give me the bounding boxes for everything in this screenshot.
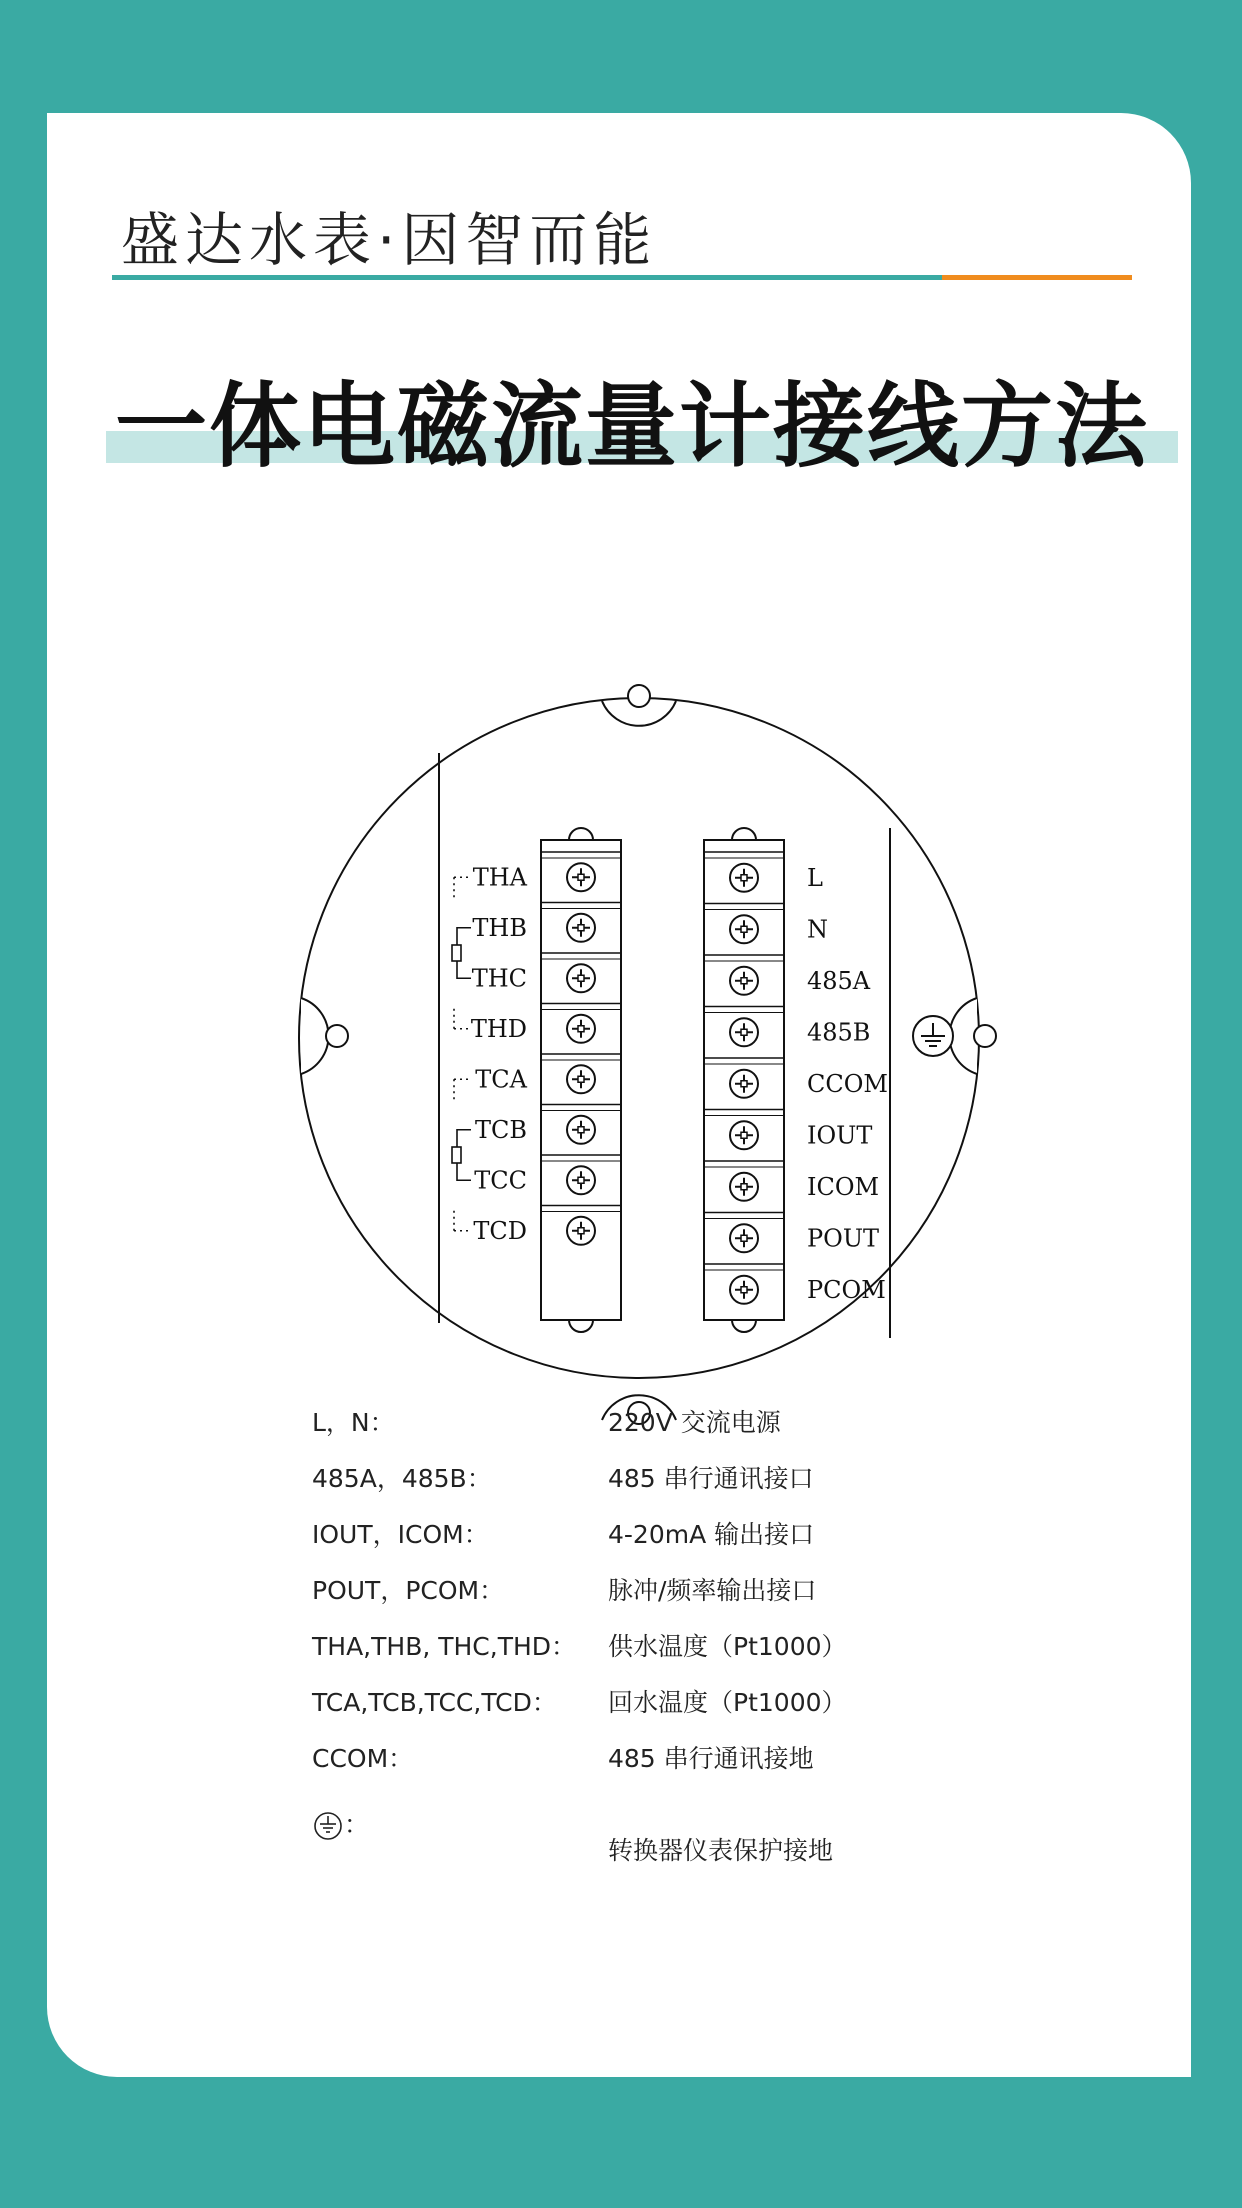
mount-hole-top bbox=[628, 685, 650, 707]
legend-desc-4: 供水温度（Pt1000） bbox=[608, 1632, 847, 1661]
terminal-label-pout: POUT bbox=[807, 1224, 880, 1253]
header-rule-teal bbox=[112, 275, 942, 280]
terminal-label-thd: THD bbox=[470, 1014, 527, 1043]
legend-key-4: THA,THB, THC,THD： bbox=[312, 1632, 577, 1661]
terminal-label-485a: 485A bbox=[807, 966, 871, 995]
mount-hole-right bbox=[974, 1025, 996, 1047]
wiring-diagram bbox=[259, 618, 1023, 1458]
terminal-screw-icon bbox=[730, 1224, 758, 1252]
mount-hole-left bbox=[326, 1025, 348, 1047]
legend-desc-5: 回水温度（Pt1000） bbox=[608, 1688, 847, 1717]
terminal-screw-icon bbox=[730, 1276, 758, 1304]
legend-desc-0: 220V 交流电源 bbox=[608, 1408, 781, 1437]
ground-symbol bbox=[913, 1016, 953, 1056]
terminal-screw-icon bbox=[730, 1018, 758, 1046]
terminal-screw-icon bbox=[567, 914, 595, 942]
terminal-screw-icon bbox=[567, 964, 595, 992]
brand-slogan: 盛达水表·因智而能 bbox=[121, 206, 658, 274]
ground-legend-colon: ： bbox=[344, 1810, 370, 1839]
legend-key-6: CCOM： bbox=[312, 1744, 414, 1773]
terminal-label-l: L bbox=[807, 863, 823, 892]
legend-desc-3: 脉冲/频率输出接口 bbox=[608, 1576, 817, 1605]
mount-hole-bottom bbox=[628, 1402, 650, 1424]
legend-key-3: POUT，PCOM： bbox=[312, 1576, 505, 1605]
terminal-label-tcc: TCC bbox=[474, 1166, 527, 1195]
terminal-screw-icon bbox=[567, 1116, 595, 1144]
terminal-label-tca: TCA bbox=[475, 1065, 527, 1094]
content-card bbox=[47, 113, 1191, 2077]
terminal-screw-icon bbox=[567, 1065, 595, 1093]
header-rule-orange bbox=[942, 275, 1132, 280]
ground-legend-key bbox=[312, 1805, 369, 1842]
legend-key-1: 485A，485B： bbox=[312, 1464, 492, 1493]
terminal-screw-icon bbox=[730, 1070, 758, 1098]
terminal-label-thc: THC bbox=[471, 964, 527, 993]
terminal-label-iout: IOUT bbox=[807, 1121, 873, 1150]
legend-key-2: IOUT，ICOM： bbox=[312, 1520, 489, 1549]
terminal-label-tcb: TCB bbox=[474, 1115, 527, 1144]
terminal-label-tcd: TCD bbox=[473, 1216, 527, 1245]
legend-desc-1: 485 串行通讯接口 bbox=[608, 1464, 814, 1493]
legend-desc-6: 485 串行通讯接地 bbox=[608, 1744, 814, 1773]
terminal-screw-icon bbox=[730, 864, 758, 892]
legend-desc-2: 4-20mA 输出接口 bbox=[608, 1520, 815, 1549]
terminal-screw-icon bbox=[567, 1166, 595, 1194]
terminal-label-thb: THB bbox=[472, 913, 527, 942]
terminal-screw-icon bbox=[730, 915, 758, 943]
terminal-label-485b: 485B bbox=[807, 1018, 871, 1047]
terminal-label-icom: ICOM bbox=[807, 1172, 880, 1201]
page-title: 一体电磁流量计接线方法 bbox=[115, 373, 1150, 480]
terminal-screw-icon bbox=[567, 1015, 595, 1043]
ground-legend-desc: 转换器仪表保护接地 bbox=[608, 1836, 834, 1865]
terminal-label-tha: THA bbox=[472, 863, 527, 892]
legend-key-5: TCA,TCB,TCC,TCD： bbox=[312, 1688, 557, 1717]
terminal-screw-icon bbox=[567, 1217, 595, 1245]
terminal-label-ccom: CCOM bbox=[807, 1069, 888, 1098]
terminal-screw-icon bbox=[730, 1121, 758, 1149]
ground-icon bbox=[312, 1810, 344, 1842]
terminal-screw-icon bbox=[730, 967, 758, 995]
terminal-label-n: N bbox=[807, 915, 828, 944]
legend-key-0: L，N： bbox=[312, 1408, 395, 1437]
terminal-screw-icon bbox=[730, 1173, 758, 1201]
terminal-screw-icon bbox=[567, 863, 595, 891]
terminal-label-pcom: PCOM bbox=[807, 1275, 886, 1304]
